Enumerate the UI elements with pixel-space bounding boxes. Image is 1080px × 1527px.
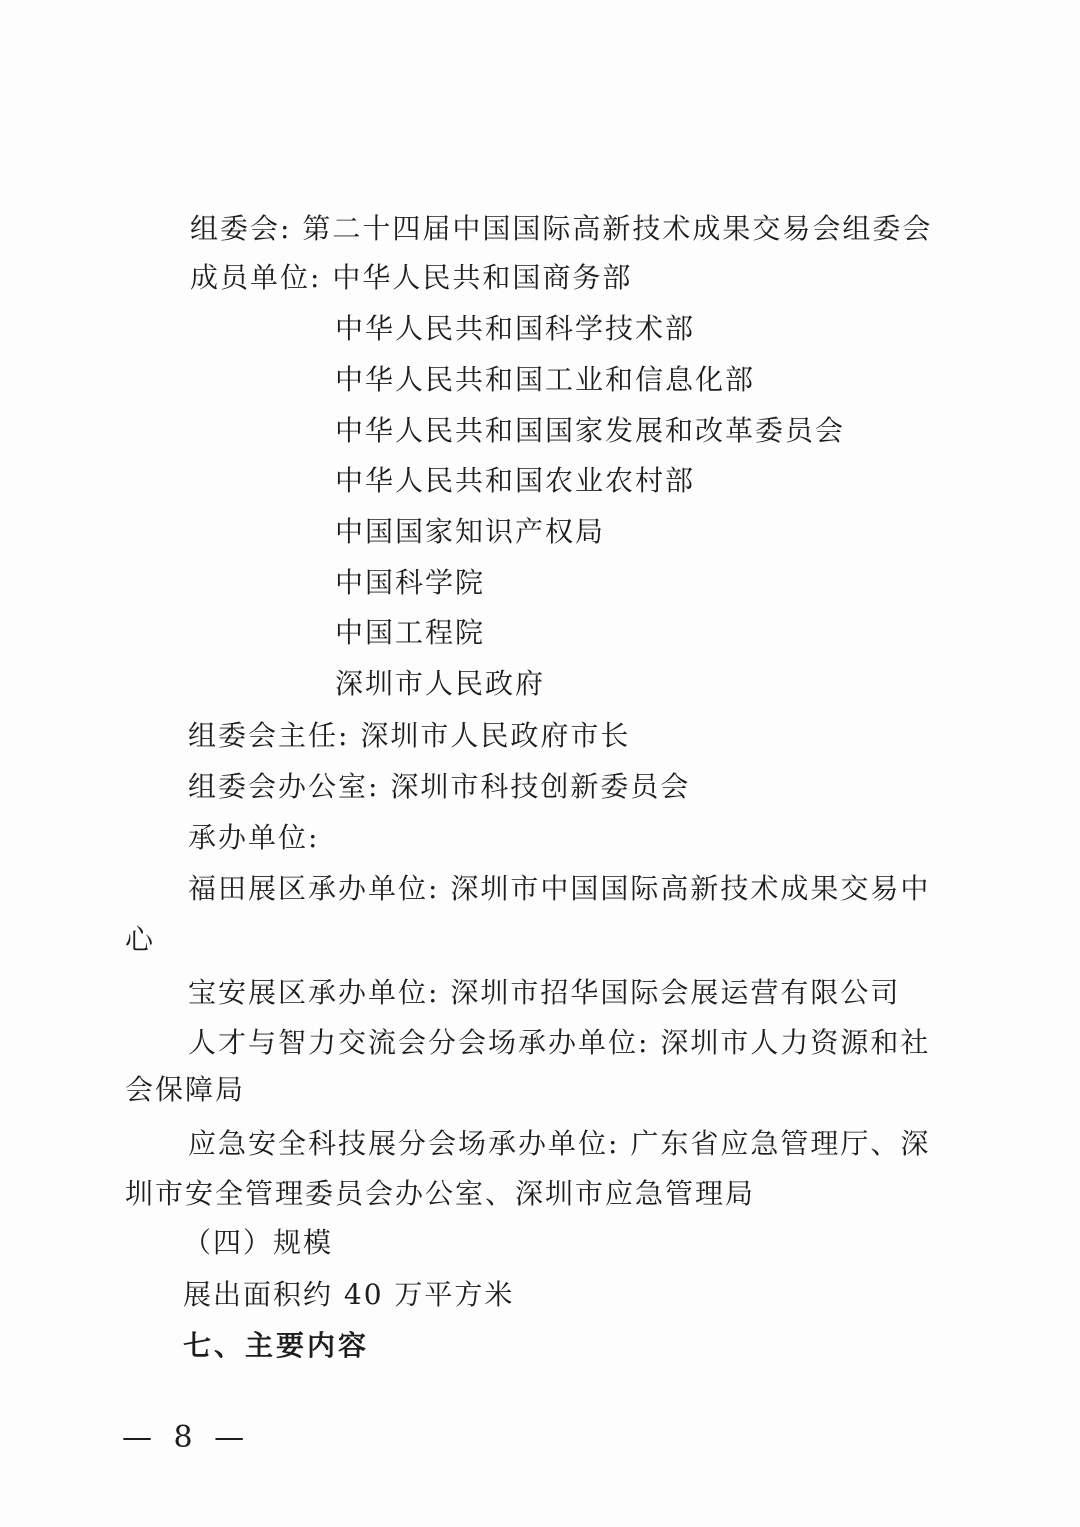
futian-host-line: 福田展区承办单位: 深圳市中国国际高新技术成果交易中 [188,872,931,905]
committee-office-line: 组委会办公室: 深圳市科技创新委员会 [188,770,691,803]
member-units-line: 成员单位: 中华人民共和国商务部 [190,261,633,294]
page-number: — 8 — [122,1420,251,1455]
emergency-safety-host-continuation: 圳市安全管理委员会办公室、深圳市应急管理局 [125,1177,756,1210]
member-unit-item: 中华人民共和国国家发展和改革委员会 [335,414,846,447]
member-unit-item: 中国科学院 [335,566,486,599]
member-unit-item: 中国工程院 [335,616,486,649]
member-unit-item: 中华人民共和国农业农村部 [335,464,696,497]
talent-exchange-host-line: 人才与智力交流会分会场承办单位: 深圳市人力资源和社 [188,1026,931,1059]
organizing-committee-line: 组委会: 第二十四届中国国际高新技术成果交易会组委会 [190,212,933,245]
futian-host-continuation: 心 [125,923,156,956]
member-unit-item: 中华人民共和国工业和信息化部 [335,363,756,396]
talent-exchange-host-continuation: 会保障局 [125,1073,246,1106]
main-content-heading: 七、主要内容 [183,1329,370,1362]
member-unit-item: 深圳市人民政府 [335,667,546,700]
baoan-host-line: 宝安展区承办单位: 深圳市招华国际会展运营有限公司 [188,976,901,1009]
member-unit-item: 中华人民共和国科学技术部 [335,312,696,345]
committee-director-line: 组委会主任: 深圳市人民政府市长 [188,719,631,752]
emergency-safety-host-line: 应急安全科技展分会场承办单位: 广东省应急管理厅、深 [188,1127,931,1160]
scale-subheading: （四）规模 [183,1226,334,1259]
hosting-units-heading: 承办单位: [188,821,320,854]
member-unit-item: 中国国家知识产权局 [335,515,606,548]
exhibition-area-line: 展出面积约 40 万平方米 [183,1278,515,1311]
